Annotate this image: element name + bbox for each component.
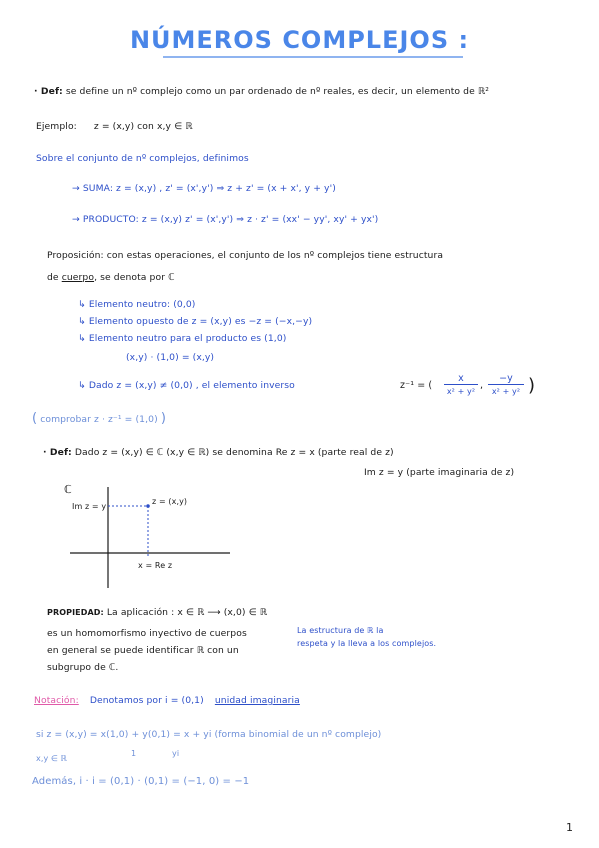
property-side-note-1: La estructura de ℝ la xyxy=(297,626,384,635)
inverse-text: ↳ Dado z = (x,y) ≠ (0,0) , el elemento inverso xyxy=(78,380,295,391)
example-text: z = (x,y) con x,y ∈ ℝ xyxy=(93,121,193,132)
definition-2: · Def: Dado z = (x,y) ∈ ℂ (x,y ∈ ℝ) se denomina Re z = x (parte real de z) xyxy=(43,447,394,458)
operations-intro: Sobre el conjunto de nº complejos, definimos xyxy=(36,153,249,164)
underbrace-yi: yi xyxy=(172,749,180,758)
check-note: ( comprobar z · z⁻¹ = (1,0) ) xyxy=(32,411,166,426)
prop-neutral: ↳ Elemento neutro: (0,0) xyxy=(78,299,196,310)
proposition-line2: de cuerpo, se denota por ℂ xyxy=(47,272,175,283)
property-line4: subgrupo de ℂ. xyxy=(47,662,119,673)
page-title: NÚMEROS COMPLEJOS : xyxy=(129,26,470,54)
property-line2: es un homomorfismo inyectivo de cuerpos xyxy=(47,628,247,639)
ademas-line: Además, i · i = (0,1) · (0,1) = (−1, 0) = −1 xyxy=(32,776,250,787)
neutral-check: (x,y) · (1,0) = (x,y) xyxy=(126,352,215,363)
prop-opposite: ↳ Elemento opuesto de z = (x,y) es −z = (−x,−y) xyxy=(78,316,313,327)
product-definition: → PRODUCTO: z = (x,y) z' = (x',y') ⇒ z · z' = (xx' − yy', xy' + yx') xyxy=(72,214,379,225)
proposition-label: Proposición: xyxy=(47,250,104,261)
re-axis-label: x = Re z xyxy=(138,561,173,570)
page-number: 1 xyxy=(566,821,573,834)
def-text: se define un nº complejo como un par ordenado de nº reales, es decir, un elemento de ℝ² xyxy=(65,86,490,97)
notation: Notación: Denotamos por i = (0,1) unidad imaginaria xyxy=(34,695,300,706)
prop-neutral-product: ↳ Elemento neutro para el producto es (1,0) xyxy=(78,333,287,344)
definition-2-line2: Im z = y (parte imaginaria de z) xyxy=(364,467,515,478)
example-label: Ejemplo: xyxy=(36,121,77,132)
imaginary-unit-term: unidad imaginaria xyxy=(214,695,300,706)
im-axis-label: Im z = y xyxy=(72,502,107,511)
property: PROPIEDAD: La aplicación : x ∈ ℝ ⟶ (x,0) ∈ ℝ xyxy=(47,607,268,618)
binomial-condition: x,y ∈ ℝ xyxy=(36,754,68,763)
underbrace-1: 1 xyxy=(131,749,137,758)
complex-set-label: ℂ xyxy=(64,483,72,496)
cuerpo-term: cuerpo xyxy=(61,272,95,283)
point-label: z = (x,y) xyxy=(152,497,188,506)
point-z xyxy=(146,504,150,508)
notation-label: Notación: xyxy=(34,695,79,706)
proposition-line1: con estas operaciones, el conjunto de los nº complejos tiene estructura xyxy=(106,250,444,261)
property-line3: en general se puede identificar ℝ con un xyxy=(47,645,239,656)
sum-definition: → SUMA: z = (x,y) , z' = (x',y') ⇒ z + z' = (x + x', y + y') xyxy=(72,183,336,194)
property-side-note-2: respeta y la lleva a los complejos. xyxy=(297,639,437,648)
binomial-form: si z = (x,y) = x(1,0) + y(0,1) = x + yi (forma binomial de un nº complejo) xyxy=(36,729,382,740)
def-bullet: · Def: xyxy=(34,86,63,97)
